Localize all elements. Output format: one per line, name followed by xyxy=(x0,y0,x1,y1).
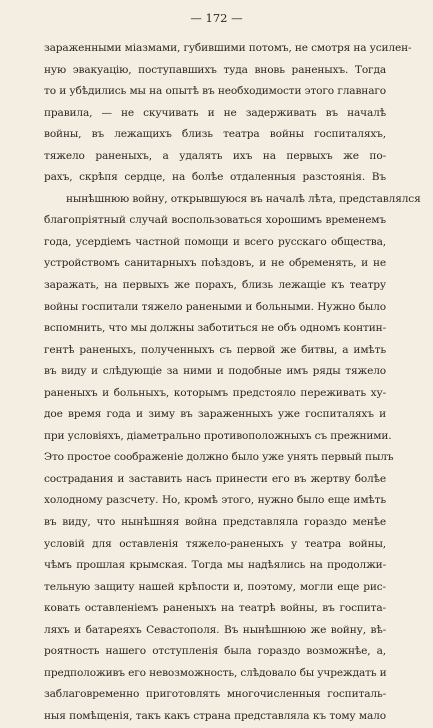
text-line: то и убѣдились мы на опытѣ въ необходимости этого главнаго xyxy=(44,85,386,98)
text-line: условій для оставленія тяжело-раненыхъ у театра войны, xyxy=(44,537,386,550)
text-line: холодному разсчету. Но, кромѣ этого, нужно было еще имѣть xyxy=(44,494,386,507)
text-line: ковать оставленіемъ раненыхъ на театрѣ войны, въ госпита- xyxy=(44,602,386,615)
text-line: войны, въ лежащихъ близь театра войны госпиталяхъ, xyxy=(44,128,386,141)
text-line: раненыхъ и больныхъ, которымъ предстояло переживать ху- xyxy=(44,386,386,399)
text-line: тельную защиту нашей крѣпости и, поэтому, могли еще рис- xyxy=(44,580,386,593)
text-line: ную эвакуацію, поступавшихъ туда вновь раненыхъ. Тогда xyxy=(44,63,386,76)
text-line: въ виду, что нынѣшняя война представляла гораздо менѣе xyxy=(44,516,386,529)
text-line: заражать, на первыхъ же порахъ, близь лежащіе къ театру xyxy=(44,279,386,292)
text-line: года, усердіемъ частной помощи и всего русскаго общества, xyxy=(44,235,386,248)
text-line: ныя помѣщенія, такъ какъ страна представляла къ тому мало xyxy=(44,709,386,722)
text-line: въ виду и слѣдующіе за ними и подобные имъ ряды тяжело xyxy=(44,365,386,378)
text-line: вспомнить, что мы должны заботиться не объ одномъ контин- xyxy=(44,322,386,335)
text-line: гентѣ раненыхъ, полученныхъ съ первой же битвы, а имѣть xyxy=(44,343,386,356)
text-line: устройствомъ санитарныхъ поѣздовъ, и не обременять, и не xyxy=(44,257,386,270)
text-line: благопріятный случай воспользоваться хорошимъ временемъ xyxy=(44,214,386,227)
text-line: рахъ, скрѣпя сердце, на болѣе отдаленныя разстоянія. Въ xyxy=(44,171,386,184)
text-line: заблаговременно приготовлять многочисленныя госпиталь- xyxy=(44,688,386,701)
text-line: нынѣшнюю войну, открывшуюся въ началѣ лѣта, представлялся xyxy=(66,192,421,205)
text-line: роятность нашего отступленія была гораздо возможнѣе, а, xyxy=(44,645,386,658)
text-line: сострадания и заставить насъ принести его въ жертву болѣе xyxy=(44,472,386,485)
page-number: — 172 — xyxy=(190,11,243,25)
text-line: ляхъ и батареяхъ Севастополя. Въ нынѣшнюю же войну, вѣ- xyxy=(44,623,386,636)
body-text xyxy=(44,38,421,728)
text-line: войны госпитали тяжело ранеными и больными. Нужно было xyxy=(44,300,386,313)
text-line: при условіяхъ, діаметрально противоположныхъ съ прежними. xyxy=(44,429,392,442)
text-line: правила, — не скучивать и не задерживать въ началѣ xyxy=(44,106,386,119)
text-line: тяжело раненыхъ, а удалять ихъ на первыхъ же по- xyxy=(44,149,386,162)
text-line: Это простое соображеніе должно было уже унять первый пылъ xyxy=(44,451,394,464)
text-line: дое время года и зиму въ зараженныхъ уже госпиталяхъ и xyxy=(44,408,386,421)
text-line: чѣмъ прошлая крымская. Тогда мы надѣялись на продолжи- xyxy=(44,559,386,572)
text-line: зараженными міазмами, губившими потомъ, не смотря на усилен- xyxy=(44,42,412,54)
text-line: предположивъ его невозможность, слѣдовало бы учреждать и xyxy=(44,666,387,679)
